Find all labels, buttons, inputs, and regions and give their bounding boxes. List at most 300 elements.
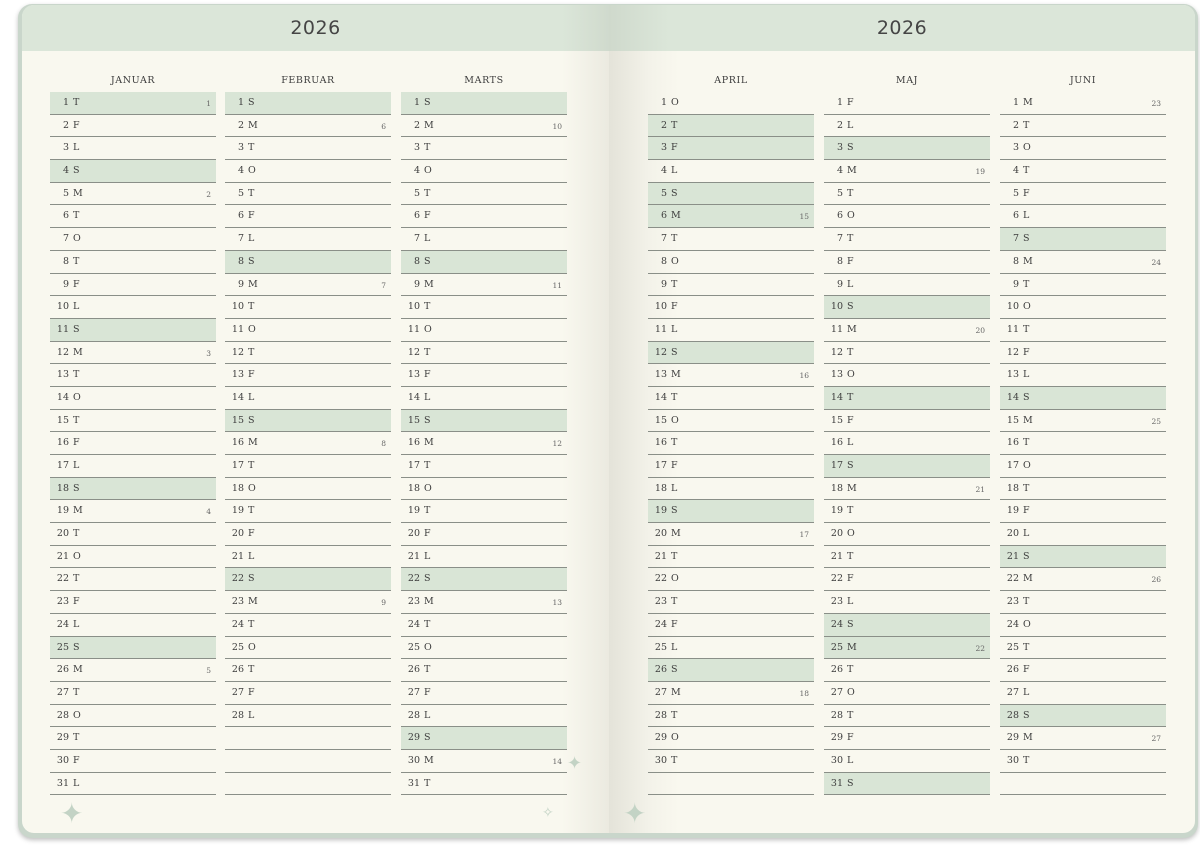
day-number: 27: [654, 686, 667, 698]
weekday-letter: T: [671, 754, 678, 766]
weekday-letter: M: [1023, 255, 1033, 267]
weekday-letter: T: [424, 777, 431, 789]
day-row: [401, 500, 567, 523]
weekday-letter: T: [671, 596, 678, 608]
day-row: [50, 387, 216, 410]
day-number: 6: [660, 210, 667, 222]
day-number: 13: [407, 369, 420, 381]
day-row: [824, 455, 990, 478]
day-row: [401, 682, 567, 705]
day-number: 17: [407, 460, 420, 471]
week-number: 3: [206, 348, 211, 358]
year-header: [22, 5, 609, 51]
day-number: 27: [1006, 686, 1019, 698]
day-number: 5: [62, 187, 69, 199]
weekday-letter: L: [248, 233, 255, 245]
weekday-letter: T: [847, 505, 854, 517]
day-row: [1000, 591, 1166, 614]
day-number: 18: [407, 482, 420, 494]
day-row: [1000, 92, 1166, 115]
empty-row: [648, 773, 814, 796]
weekday-letter: T: [248, 618, 255, 630]
day-row: [50, 682, 216, 705]
weekday-letter: M: [73, 346, 83, 358]
day-row: [401, 432, 567, 455]
month-column-marts: [401, 70, 567, 795]
weekday-letter: L: [424, 233, 431, 245]
month-column-april: [648, 70, 814, 795]
weekday-letter: S: [424, 414, 431, 426]
day-row: [50, 568, 216, 591]
day-number: 11: [830, 323, 843, 335]
weekday-letter: S: [424, 573, 431, 585]
weekday-letter: F: [847, 255, 854, 267]
day-row: [401, 455, 567, 478]
weekday-letter: T: [1023, 278, 1030, 290]
weekday-letter: F: [847, 732, 854, 744]
weekday-letter: L: [73, 618, 80, 630]
day-number: 26: [1006, 664, 1019, 676]
day-row: [225, 183, 391, 206]
weekday-letter: O: [73, 709, 81, 721]
weekday-letter: O: [73, 391, 81, 403]
day-row: [648, 432, 814, 455]
day-row: [648, 387, 814, 410]
day-row: [648, 546, 814, 569]
left-page: [22, 5, 609, 833]
day-number: 25: [1006, 641, 1019, 653]
day-number: 15: [231, 414, 244, 426]
empty-row: [1000, 773, 1166, 796]
day-number: 28: [830, 709, 843, 721]
day-number: 7: [1012, 233, 1019, 245]
day-row: [401, 478, 567, 501]
day-number: 17: [830, 460, 843, 471]
day-row: [824, 727, 990, 750]
weekday-letter: T: [847, 391, 854, 403]
week-number: 18: [799, 688, 809, 698]
weekday-letter: M: [1023, 732, 1033, 744]
day-number: 26: [407, 664, 420, 676]
day-number: 28: [56, 709, 69, 721]
weekday-letter: T: [73, 686, 80, 698]
weekday-letter: O: [248, 323, 256, 335]
day-number: 23: [56, 596, 69, 608]
day-row: [225, 228, 391, 251]
day-row: [50, 432, 216, 455]
weekday-letter: F: [847, 97, 854, 108]
day-row: [1000, 705, 1166, 728]
day-number: 21: [231, 550, 244, 562]
weekday-letter: T: [73, 528, 80, 540]
day-number: 14: [407, 391, 420, 403]
weekday-letter: T: [671, 119, 678, 131]
day-row: [1000, 614, 1166, 637]
day-number: 25: [830, 641, 843, 653]
day-row: [401, 342, 567, 365]
day-row: [401, 137, 567, 160]
weekday-letter: F: [73, 119, 80, 131]
day-row: [648, 750, 814, 773]
day-number: 28: [407, 709, 420, 721]
weekday-letter: S: [671, 505, 678, 517]
weekday-letter: M: [73, 505, 83, 517]
weekday-letter: L: [1023, 528, 1030, 540]
weekday-letter: M: [248, 278, 258, 290]
day-number: 19: [231, 505, 244, 517]
weekday-letter: L: [671, 323, 678, 335]
day-number: 26: [231, 664, 244, 676]
day-number: 12: [56, 346, 69, 358]
weekday-letter: F: [424, 528, 431, 540]
day-number: 8: [660, 255, 667, 267]
weekday-letter: F: [1023, 187, 1030, 199]
day-number: 19: [1006, 505, 1019, 517]
weekday-letter: T: [73, 255, 80, 267]
day-number: 1: [1012, 97, 1019, 108]
weekday-letter: O: [671, 97, 679, 108]
day-row: [824, 500, 990, 523]
day-row: [225, 319, 391, 342]
year-header: [609, 5, 1195, 51]
day-number: 9: [660, 278, 667, 290]
day-number: 6: [836, 210, 843, 222]
weekday-letter: L: [671, 641, 678, 653]
day-number: 1: [62, 97, 69, 108]
day-row: [648, 591, 814, 614]
day-row: [225, 478, 391, 501]
day-number: 1: [660, 97, 667, 108]
day-row: [401, 568, 567, 591]
day-row: [1000, 228, 1166, 251]
weekday-letter: L: [424, 709, 431, 721]
weekday-letter: M: [671, 369, 681, 381]
day-number: 30: [407, 754, 420, 766]
day-number: 25: [654, 641, 667, 653]
day-row: [824, 342, 990, 365]
weekday-letter: F: [671, 618, 678, 630]
day-number: 16: [1006, 437, 1019, 449]
day-row: [50, 137, 216, 160]
weekday-letter: O: [847, 369, 855, 381]
day-number: 2: [660, 119, 667, 131]
day-row: [225, 137, 391, 160]
weekday-letter: T: [248, 505, 255, 517]
day-number: 22: [56, 573, 69, 585]
day-row: [824, 92, 990, 115]
weekday-letter: S: [424, 97, 431, 108]
weekday-letter: T: [424, 618, 431, 630]
day-number: 26: [830, 664, 843, 676]
weekday-letter: T: [847, 346, 854, 358]
day-row: [824, 659, 990, 682]
day-row: [648, 251, 814, 274]
weekday-letter: M: [248, 437, 258, 449]
weekday-letter: T: [1023, 641, 1030, 653]
week-number: 2: [206, 189, 211, 199]
day-row: [225, 92, 391, 115]
week-number: 1: [206, 99, 211, 108]
day-row: [1000, 682, 1166, 705]
weekday-letter: O: [424, 323, 432, 335]
day-number: 22: [830, 573, 843, 585]
weekday-letter: M: [248, 119, 258, 131]
day-number: 18: [231, 482, 244, 494]
day-row: [824, 296, 990, 319]
day-row: [50, 591, 216, 614]
day-row: [50, 523, 216, 546]
day-row: [50, 274, 216, 297]
day-row: [824, 410, 990, 433]
day-row: [1000, 659, 1166, 682]
day-number: 22: [231, 573, 244, 585]
day-number: 29: [56, 732, 69, 744]
day-number: 8: [237, 255, 244, 267]
week-number: 8: [381, 439, 386, 449]
day-number: 6: [237, 210, 244, 222]
weekday-letter: M: [847, 482, 857, 494]
day-row: [225, 410, 391, 433]
day-number: 9: [413, 278, 420, 290]
day-row: [50, 478, 216, 501]
week-number: 9: [381, 598, 386, 608]
day-number: 10: [231, 301, 244, 313]
day-row: [1000, 319, 1166, 342]
weekday-letter: T: [1023, 596, 1030, 608]
weekday-letter: O: [424, 482, 432, 494]
day-row: [50, 115, 216, 138]
weekday-letter: O: [424, 641, 432, 653]
day-row: [648, 319, 814, 342]
day-number: 25: [231, 641, 244, 653]
weekday-letter: F: [248, 686, 255, 698]
day-row: [50, 296, 216, 319]
day-row: [648, 727, 814, 750]
day-row: [1000, 160, 1166, 183]
sparkle-icon: ✦: [567, 753, 583, 774]
weekday-letter: S: [73, 482, 80, 494]
day-row: [50, 773, 216, 796]
day-number: 31: [830, 777, 843, 789]
weekday-letter: T: [1023, 165, 1030, 177]
week-number: 27: [1151, 734, 1161, 744]
day-row: [1000, 546, 1166, 569]
day-number: 18: [830, 482, 843, 494]
day-number: 28: [1006, 709, 1019, 721]
weekday-letter: S: [671, 664, 678, 676]
day-row: [50, 500, 216, 523]
day-row: [824, 205, 990, 228]
weekday-letter: O: [671, 573, 679, 585]
day-row: [648, 115, 814, 138]
day-number: 10: [1006, 301, 1019, 313]
weekday-letter: T: [847, 550, 854, 562]
day-number: 22: [1006, 573, 1019, 585]
week-number: 17: [799, 530, 809, 540]
day-row: [50, 455, 216, 478]
day-number: 19: [654, 505, 667, 517]
day-row: [648, 568, 814, 591]
day-number: 2: [237, 119, 244, 131]
day-row: [401, 183, 567, 206]
weekday-letter: S: [847, 460, 854, 471]
day-number: 23: [1006, 596, 1019, 608]
day-number: 10: [654, 301, 667, 313]
week-number: 26: [1151, 575, 1161, 585]
weekday-letter: T: [248, 346, 255, 358]
day-number: 15: [407, 414, 420, 426]
year-label: 2026: [290, 17, 341, 39]
weekday-letter: T: [1023, 482, 1030, 494]
weekday-letter: L: [424, 391, 431, 403]
weekday-letter: O: [73, 233, 81, 245]
day-row: [824, 387, 990, 410]
day-row: [1000, 342, 1166, 365]
day-number: 17: [231, 460, 244, 471]
weekday-letter: L: [73, 301, 80, 313]
day-number: 4: [413, 165, 420, 177]
weekday-letter: L: [424, 550, 431, 562]
day-row: [648, 523, 814, 546]
weekday-letter: L: [248, 550, 255, 562]
day-number: 20: [407, 528, 420, 540]
weekday-letter: M: [1023, 573, 1033, 585]
week-number: 13: [552, 598, 562, 608]
day-number: 14: [231, 391, 244, 403]
day-row: [1000, 523, 1166, 546]
weekday-letter: O: [847, 686, 855, 698]
day-row: [1000, 274, 1166, 297]
weekday-letter: O: [671, 255, 679, 267]
day-number: 10: [830, 301, 843, 313]
day-number: 19: [830, 505, 843, 517]
day-number: 3: [836, 142, 843, 154]
day-number: 18: [1006, 482, 1019, 494]
day-number: 11: [407, 323, 420, 335]
day-number: 12: [654, 346, 667, 358]
day-number: 19: [407, 505, 420, 517]
weekday-letter: F: [248, 369, 255, 381]
day-row: [648, 205, 814, 228]
day-row: [401, 727, 567, 750]
month-column-juni: [1000, 70, 1166, 795]
weekday-letter: M: [847, 323, 857, 335]
day-row: [225, 387, 391, 410]
day-row: [401, 387, 567, 410]
day-row: [1000, 183, 1166, 206]
day-row: [824, 228, 990, 251]
day-number: 10: [56, 301, 69, 313]
empty-row: [225, 750, 391, 773]
day-row: [50, 705, 216, 728]
weekday-letter: T: [73, 573, 80, 585]
weekday-letter: T: [73, 369, 80, 381]
day-number: 21: [654, 550, 667, 562]
day-row: [824, 364, 990, 387]
day-number: 27: [830, 686, 843, 698]
weekday-letter: O: [671, 732, 679, 744]
day-number: 2: [1012, 119, 1019, 131]
weekday-letter: M: [847, 641, 857, 653]
day-row: [401, 773, 567, 796]
day-number: 21: [56, 550, 69, 562]
day-row: [824, 319, 990, 342]
day-number: 24: [830, 618, 843, 630]
day-number: 17: [1006, 460, 1019, 471]
week-number: 24: [1151, 257, 1161, 267]
weekday-letter: T: [1023, 437, 1030, 449]
day-row: [648, 614, 814, 637]
day-row: [648, 410, 814, 433]
weekday-letter: T: [73, 97, 80, 108]
day-number: 23: [830, 596, 843, 608]
week-number: 14: [552, 756, 562, 766]
day-row: [1000, 432, 1166, 455]
day-number: 3: [660, 142, 667, 154]
weekday-letter: T: [73, 732, 80, 744]
day-number: 4: [62, 165, 69, 177]
day-number: 11: [56, 323, 69, 335]
day-number: 14: [56, 391, 69, 403]
day-number: 18: [654, 482, 667, 494]
week-number: 22: [975, 643, 985, 653]
day-number: 17: [56, 460, 69, 471]
day-number: 13: [1006, 369, 1019, 381]
day-number: 20: [231, 528, 244, 540]
weekday-letter: T: [248, 187, 255, 199]
day-number: 29: [654, 732, 667, 744]
day-number: 16: [231, 437, 244, 449]
day-row: [1000, 137, 1166, 160]
day-row: [1000, 727, 1166, 750]
day-row: [50, 659, 216, 682]
day-row: [401, 160, 567, 183]
day-row: [225, 115, 391, 138]
weekday-letter: F: [248, 210, 255, 222]
day-row: [225, 296, 391, 319]
day-row: [648, 455, 814, 478]
day-number: 6: [62, 210, 69, 222]
day-number: 8: [1012, 255, 1019, 267]
day-row: [401, 319, 567, 342]
day-number: 29: [1006, 732, 1019, 744]
weekday-letter: S: [1023, 233, 1030, 245]
weekday-letter: F: [1023, 664, 1030, 676]
week-number: 16: [799, 371, 809, 381]
weekday-letter: T: [671, 278, 678, 290]
day-row: [1000, 637, 1166, 660]
day-row: [824, 274, 990, 297]
weekday-letter: S: [847, 301, 854, 313]
day-number: 23: [231, 596, 244, 608]
day-number: 4: [836, 165, 843, 177]
day-number: 2: [836, 119, 843, 131]
week-number: 6: [381, 121, 386, 131]
day-row: [50, 727, 216, 750]
weekday-letter: T: [671, 437, 678, 449]
weekday-letter: O: [248, 165, 256, 177]
weekday-letter: M: [424, 437, 434, 449]
weekday-letter: F: [671, 460, 678, 471]
day-row: [824, 115, 990, 138]
day-number: 20: [654, 528, 667, 540]
day-row: [648, 137, 814, 160]
day-number: 1: [836, 97, 843, 108]
weekday-letter: L: [847, 754, 854, 766]
day-row: [401, 614, 567, 637]
weekday-letter: F: [671, 301, 678, 313]
day-number: 5: [836, 187, 843, 199]
